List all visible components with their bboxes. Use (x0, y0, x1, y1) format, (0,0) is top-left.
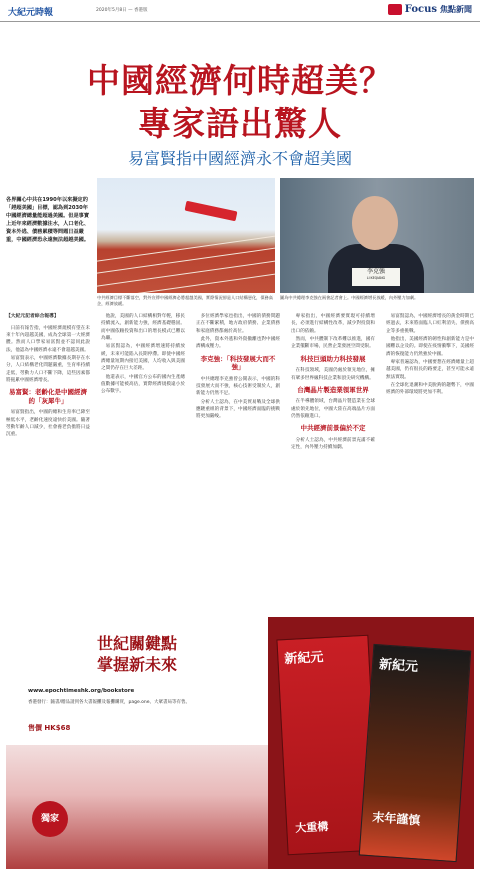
article-column-4 (291, 313, 375, 593)
paragraph: 易富賢指出，中國的總和生育率已降至極低水平，老齡化速度遠快於美國。隨著勞動年齡人口減少，社會養老負擔將日益沉重。 (6, 410, 90, 438)
article-summary: 各界關心中共在1990年以來擬定的「趕超美國」目標，認為到2030年中國經濟總量能超過美國。但是事實上近年來經濟數據注水，人口老化、資本外逃、債務累積等問題日益嚴重，中國經濟恐永遠無法超越美國。 (6, 197, 90, 244)
article-column-2 (101, 313, 185, 593)
paragraph: 易富賢表示，中國經濟數據長期存在水分，人口結構老化問題嚴重，生育率持續走低，勞動力人口不斷下降，這些因素都將拖累中國經濟增長。 (6, 356, 90, 384)
paragraph: 他說，美國的人口結構相對年輕，移民持續流入，創新能力強，經濟基礎穩固。而中國依賴投資和出口的增長模式已難以為繼。 (101, 314, 185, 342)
paragraph: 中共總理李克強曾公開表示，中國的科技發展大而不強，核心技術受制於人，創新能力仍然不足。 (196, 376, 280, 397)
section-header (388, 4, 472, 15)
headline-line2: 專家語出驚人 (138, 104, 342, 143)
section-subtitle: 科技巨頭助力科技發展 (300, 354, 366, 363)
paragraph: 專家指出，中國經濟要實現可持續增長，必須進行結構性改革，減少對投資和出口的依賴。 (291, 314, 375, 334)
nameplate-cn: 李克強 (366, 268, 385, 275)
bookstore-advertisement[interactable] (6, 617, 474, 869)
masthead: 大紀元時報 (8, 8, 54, 18)
nameplate (352, 268, 400, 286)
paragraph: 他還表示，中國官方公布的國內生產總值數據可能被高估，實際經濟規模遠小於公布數字。 (101, 374, 185, 395)
ad-text-panel (6, 617, 268, 869)
person-head (352, 196, 398, 250)
article-column-3 (196, 313, 280, 593)
paragraph: 多位經濟學家也指出，中國的債務問題正在不斷累積，地方政府債務、企業債務和家庭債務都處於高位。 (196, 314, 280, 334)
track-line (97, 258, 275, 290)
paragraph: 易富賢認為，中國經濟增速將持續放緩，未來可能陷入長期停滯。即使中國經濟總量短期內接近美國，人均收入與美國之間仍存在巨大差距。 (101, 344, 185, 372)
ad-title-line2: 掌握新未來 (96, 655, 177, 674)
magazine-brand: 新紀元 (284, 650, 324, 668)
paragraph: 他指出，美國經濟的韌性和創新能力是中國難以企及的。即使在疫情衝擊下，美國經濟的恢復能力仍然強於中國。 (386, 337, 474, 357)
article-column-5 (386, 313, 474, 593)
photo2-caption: 圖為中共總理李克強在兩會記者會上。中國經濟增長放緩，內外壓力加劇。 (280, 295, 419, 300)
paragraph: 在科技領域，美國仍處於領先地位，擁有眾多世界級科技企業和頂尖研究機構。 (291, 368, 375, 381)
magazine-brand: 新紀元 (378, 657, 419, 675)
headline-subtitle: 易富賢指中國經濟永不會超美國 (127, 149, 352, 168)
magazine-cover-title: 大重構 (294, 820, 329, 835)
track-line (97, 245, 275, 277)
section-subtitle: 易富賢：老齡化是中國經濟的「灰犀牛」 (9, 388, 87, 405)
red-ribbon (185, 201, 238, 222)
ad-title-line1: 世紀關鍵點 (96, 634, 177, 653)
paragraph: 在半導體領域，台灣晶片製造業在全球處於領先地位，中國大陸在高端晶片方面仍然依賴進口。 (291, 399, 375, 419)
paragraph: 分析人士認為，在中美貿易戰及全球供應鏈重組的背景下，中國經濟面臨的挑戰將更加嚴峻。 (196, 399, 280, 420)
flag-icon (388, 4, 402, 15)
paragraph: 專家普遍認為，中國要想在經濟總量上超越美國，仍有很長的路要走，甚至可能永遠無法實現。 (386, 360, 474, 380)
photo-running-track (97, 178, 275, 293)
section-subtitle: 中共經濟前景偏於不定 (300, 424, 366, 433)
section-subtitle: 台灣晶片製造業領軍世界 (297, 385, 369, 394)
paragraph: 日前有報告指，中國經濟規模有望在未來十年內超越美國，成為全球第一大經濟體。然而人口學家易富賢並不認同此說法，他認為中國經濟永遠不會超越美國。 (6, 325, 90, 353)
byline: 【大紀元記者綜合報導】 (6, 314, 59, 319)
ad-url-link[interactable]: www.epochtimeshk.org/bookstore (28, 688, 135, 694)
paragraph: 易富賢認為，中國經濟增長的黃金時期已經過去，未來將面臨人口紅利消失、債務高企等多重挑戰。 (386, 314, 474, 334)
nameplate-en: LI KEQIANG (366, 275, 386, 280)
magazine-cover-2 (359, 644, 472, 862)
paragraph: 分析人士認為，中共經濟前景充滿不確定性，內外壓力持續加劇。 (291, 437, 375, 451)
article-column-1 (6, 313, 90, 593)
paragraph: 在全球化退潮和中美脫鉤的趨勢下，中國經濟的外部環境將更加不利。 (386, 383, 474, 396)
article-body (6, 313, 474, 593)
paragraph: 然而，中共體制下改革難以推進，國有企業壟斷市場，民營企業發展空間受限。 (291, 337, 375, 350)
photo1-caption: 中共經濟目標不斷落空，對外宣傳中國經濟必將超越美國，實際情況卻是人口結構惡化，債務高企，經濟放緩。 (97, 295, 273, 306)
focus-label: Focus (404, 4, 437, 15)
magazine-cover-title: 末年謹慎 (371, 810, 421, 828)
page-info: 2020年5月8日 — 香港版 (96, 8, 148, 13)
paragraph: 此外，資本外逃和外資撤離也對中國經濟構成壓力。 (196, 337, 280, 350)
exclusive-badge: 獨家 (32, 801, 68, 837)
section-label: 焦點新聞 (440, 5, 472, 14)
section-subtitle: 李克強：「科技發展大而不強」 (200, 354, 276, 372)
photo-li-keqiang (280, 178, 474, 293)
ad-description: 香港發行：隨書/贈品請到各大書報攤及報攤購買，page.one、大眾書局等有售。 (28, 700, 191, 705)
headline-line1: 中國經濟何時超美？ (87, 61, 393, 100)
top-bar (0, 0, 480, 22)
ad-price: 售價 HK$68 (28, 724, 71, 732)
